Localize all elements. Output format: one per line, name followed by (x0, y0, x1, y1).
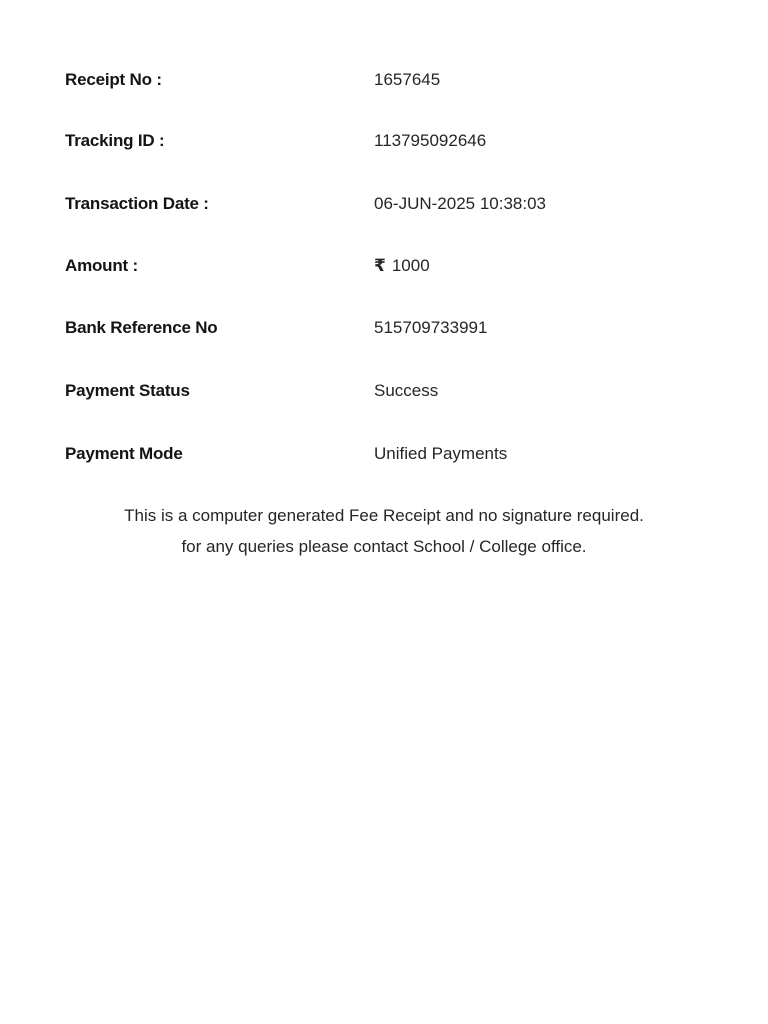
amount-value-container (374, 252, 430, 280)
amount-row (0, 252, 768, 280)
transaction-date-label: Transaction Date : (65, 194, 209, 213)
receipt-no-value: 1657645 (374, 70, 441, 89)
bank-reference-row (0, 314, 768, 342)
amount-value: 1000 (391, 256, 430, 275)
payment-mode-row (0, 440, 768, 468)
payment-mode-label: Payment Mode (65, 444, 183, 463)
transaction-date-value: 06-JUN-2025 10:38:03 (374, 194, 547, 213)
tracking-id-label: Tracking ID : (65, 131, 165, 150)
receipt-no-row (0, 66, 768, 94)
footer-note-line-2: for any queries please contact School / College office. (181, 537, 587, 556)
amount-label: Amount : (65, 256, 138, 275)
payment-mode-value: Unified Payments (374, 444, 508, 463)
bank-reference-value: 515709733991 (374, 318, 488, 337)
payment-status-label: Payment Status (65, 381, 190, 400)
bank-reference-label: Bank Reference No (65, 318, 218, 337)
tracking-id-row (0, 127, 768, 155)
receipt-no-label: Receipt No : (65, 70, 162, 89)
payment-status-value: Success (374, 381, 439, 400)
tracking-id-value: 113795092646 (374, 131, 487, 150)
rupee-icon: ₹ (374, 256, 386, 276)
payment-status-row (0, 377, 768, 405)
transaction-date-row (0, 190, 768, 218)
footer-note-line-1: This is a computer generated Fee Receipt and no signature required. (124, 506, 644, 525)
